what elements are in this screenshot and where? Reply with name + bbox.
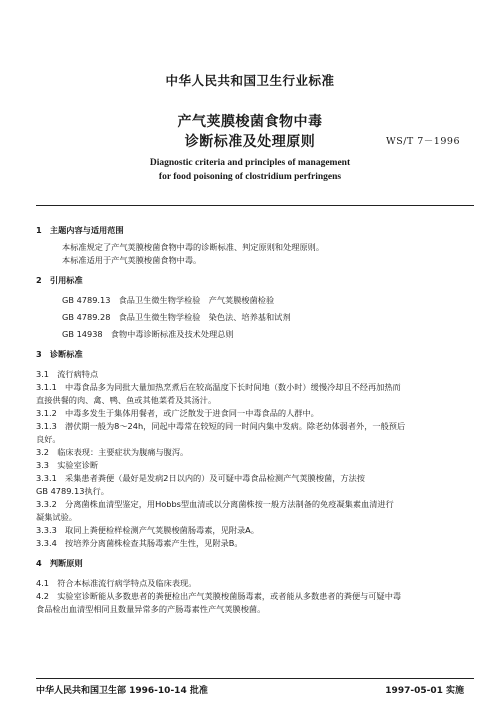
approval-line: 中华人民共和国卫生部 1996-10-14 批准: [36, 686, 208, 696]
clause-3-1-1-cont: 直接供餐的肉、禽、鸭、鱼或其他菜肴及其汤汁。: [36, 395, 217, 405]
clause-3-3: 3.3 实验室诊断: [36, 460, 99, 470]
clause-4-1: 4.1 符合本标准流行病学特点及临床表现。: [36, 578, 197, 588]
clause-3-2: 3.2 临床表现：主要症状为腹痛与腹泻。: [36, 447, 189, 457]
clause-3-3-3: 3.3.3 取同上粪便检样检测产气荚膜梭菌肠毒素，见附录A。: [36, 525, 259, 535]
clause-3-3-2-cont: 凝集试验。: [36, 512, 77, 522]
section-1-paragraph-1: 本标准规定了产气荚膜梭菌食物中毒的诊断标准、判定原则和处理原则。: [62, 242, 325, 252]
footer-divider: [36, 678, 474, 679]
section-4-heading: 4 判断原则: [36, 558, 83, 568]
reference-item: GB 4789.28 食品卫生微生物学检验 染色法、培养基和试剂: [62, 312, 291, 322]
clause-4-2-cont: 食品检出血清型相同且数量异常多的产肠毒素性产气荚膜梭菌。: [36, 604, 266, 614]
clause-4-2: 4.2 实验室诊断能从多数患者的粪便检出产气荚膜梭菌肠毒素，或者能从多数患者的粪便与可疑中毒: [36, 591, 402, 601]
section-1-heading: 1 主题内容与适用范围: [36, 225, 124, 235]
clause-3-3-2: 3.3.2 分离菌株血清型鉴定，用Hobbs型血清或以分离菌株按一般方法制备的免疫凝集素血清进行: [36, 499, 394, 509]
standard-code: WS/T 7－1996: [385, 136, 460, 147]
clause-3-1: 3.1 流行病特点: [36, 369, 99, 379]
ministry-heading: 中华人民共和国卫生行业标准: [165, 73, 335, 88]
clause-3-1-3: 3.1.3 潜伏期一般为8～24h，同起中毒常在较短的同一时间内集中发病。除老幼体弱者外，一般预后: [36, 421, 406, 431]
clause-3-3-1: 3.3.1 采集患者粪便（最好是发病2日以内的）及可疑中毒食品检测产气荚膜梭菌，方法按: [36, 473, 365, 483]
document-title-line2: 诊断标准及处理原则: [184, 134, 316, 150]
clause-3-1-2: 3.1.2 中毒多发生于集体用餐者，或广泛散发于进食同一中毒食品的人群中。: [36, 408, 319, 418]
clause-3-3-4: 3.3.4 按培养分离菌株检查其肠毒素产生性，见附录B。: [36, 538, 243, 548]
document-title-line1: 产气荚膜梭菌食物中毒: [177, 114, 323, 130]
reference-item: GB 14938 食物中毒诊断标准及技术处理总则: [62, 329, 234, 339]
document-body: [36, 224, 474, 616]
section-2-heading: 2 引用标准: [36, 275, 83, 285]
section-1-paragraph-2: 本标准适用于产气荚膜梭菌食物中毒。: [62, 255, 202, 265]
reference-item: GB 4789.13 食品卫生微生物学检验 产气荚膜梭菌检验: [62, 295, 275, 305]
effective-date: 1997-05-01 实施: [385, 686, 464, 696]
header-divider: [36, 205, 474, 206]
clause-3-1-3-cont: 良好。: [36, 434, 61, 444]
clause-3-3-1-cont: GB 4789.13执行。: [36, 486, 109, 496]
clause-3-1-1: 3.1.1 中毒食品多为同批大量加热烹煮后在较高温度下长时间地（数小时）缓慢冷却且不经再加热而: [36, 382, 401, 392]
english-title-line2: for food poisoning of clostridium perfringens: [158, 172, 342, 182]
english-title-line1: Diagnostic criteria and principles of management: [149, 158, 351, 168]
section-3-heading: 3 诊断标准: [36, 349, 83, 359]
